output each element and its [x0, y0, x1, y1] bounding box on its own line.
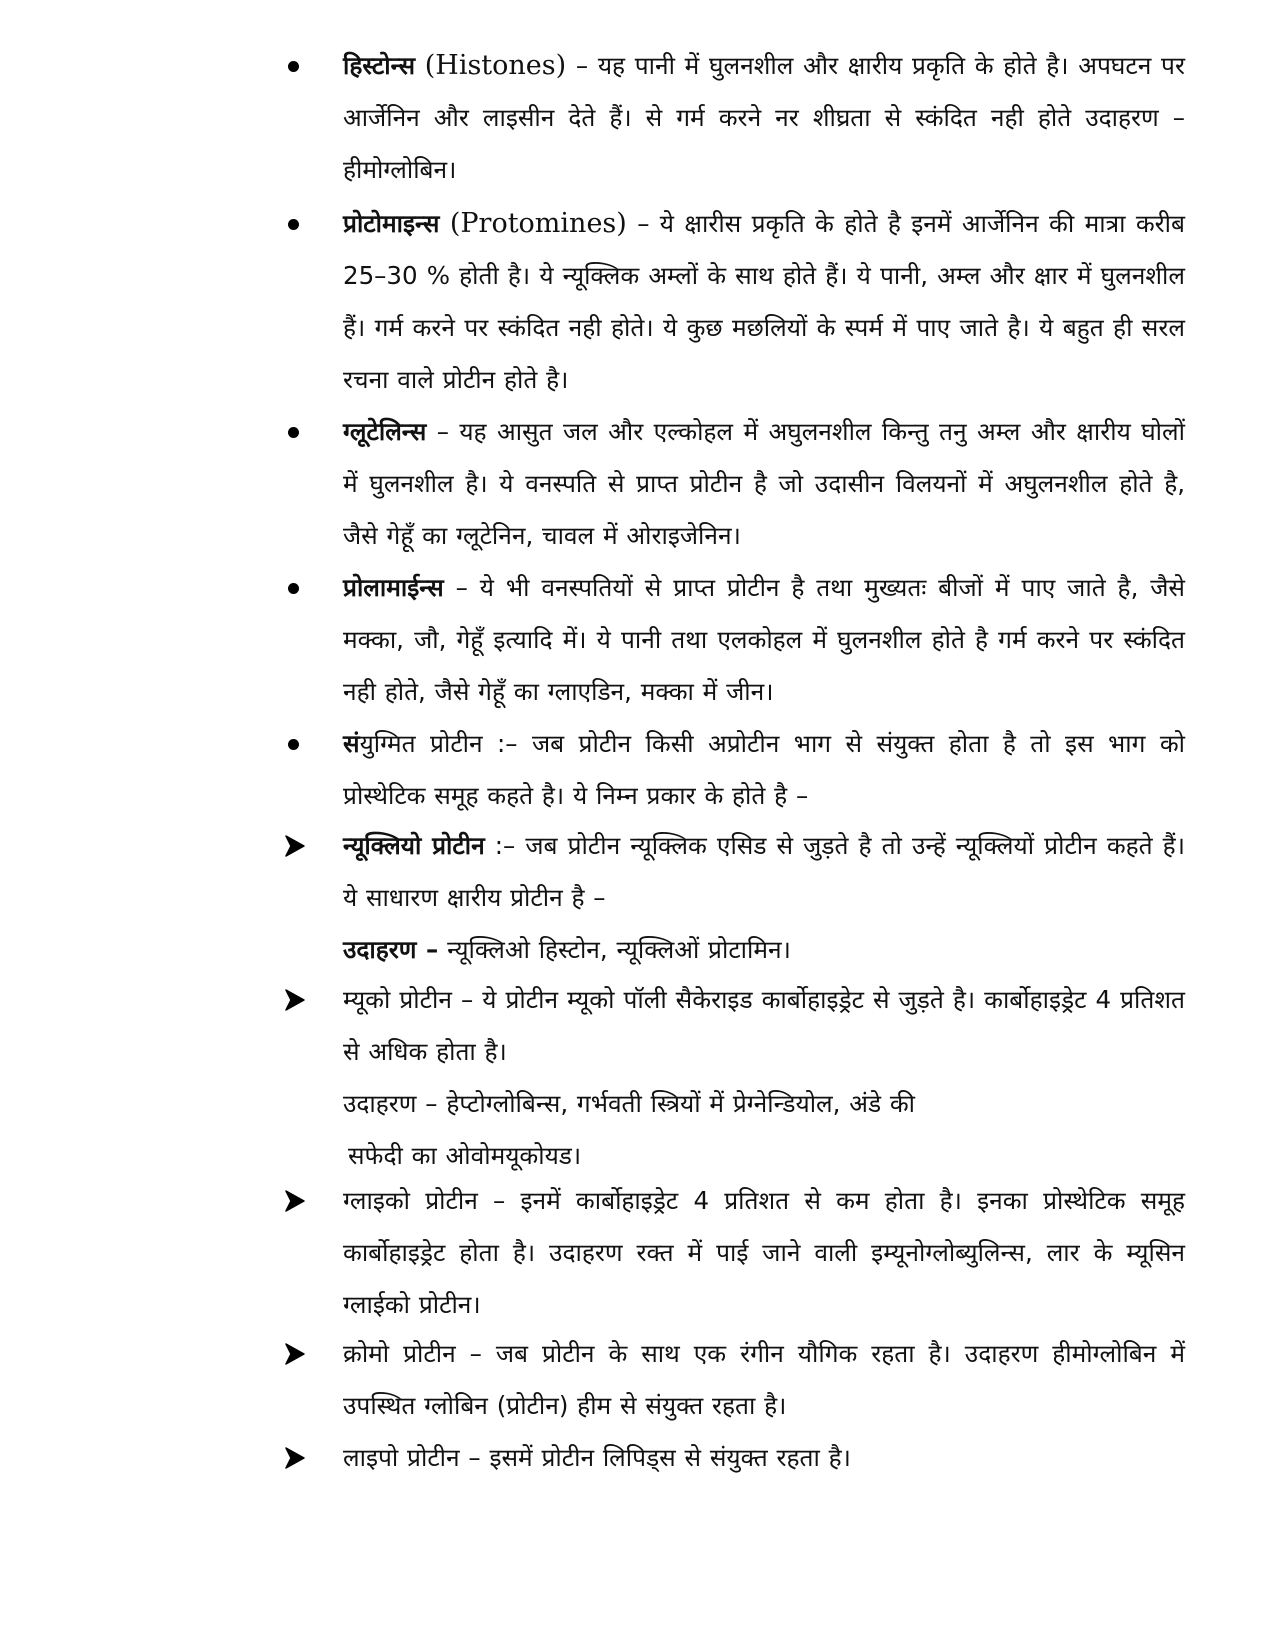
entry-description: – ये भी वनस्पतियों से प्राप्त प्रोटीन है तथा मुख्यतः बीजों में पाए जाते है, जैसे मक्का, जौ, गेहूँ इत्यादि में। ये पानी तथा एलकोहल में घुलनशील होते है गर्म करने पर स्कंदित नही होते, जैसे गेहूँ का ग्लाएडिन, मक्का में जीन। [343, 573, 1185, 706]
entry-example-line-1: उदाहरण – हेप्टोग्लोबिन्स, गर्भवती स्त्रियों में प्रेग्नेन्डियोल, अंडे की [343, 1089, 916, 1118]
entry-latin-term: (Protomines) [449, 208, 627, 239]
example-text: न्यूक्लिओ हिस्टोन, न्यूक्लिओं प्रोटामिन। [447, 935, 791, 964]
entry-text [343, 1432, 1185, 1484]
entry-term: प्रोलामाईन्स [343, 573, 444, 602]
entry-text [343, 198, 1185, 406]
entry-description: :– जब प्रोटीन न्यूक्लिक एसिड से जुड़ते है तो उन्हें न्यूक्लियों प्रोटीन कहते हैं। ये साधारण क्षारीय प्रोटीन है – [343, 831, 1185, 912]
example-label: उदाहरण – [343, 935, 439, 964]
entry-text [343, 40, 1185, 196]
entry-term: न्यूक्लियो प्रोटीन [343, 831, 485, 860]
entry-description: – ये क्षारीस प्रकृति के होते है इनमें आर्जेनिन की मात्रा करीब 25–30 % होती है। ये न्यूक्लिक अम्लों के साथ होते हैं। ये पानी, अम्ल और क्षार में घुलनशील हैं। गर्म करने पर स्कंदित नही होते। ये कुछ मछलियों के स्पर्म में पाए जाते है। ये बहुत ही सरल रचना वाले प्रोटीन होते है। [343, 209, 1185, 394]
entry-text [343, 718, 1185, 822]
entry-latin-term: (Histones) [424, 50, 567, 81]
entry-description: – यह आसुत जल और एल्कोहल में अघुलनशील किन्तु तनु अम्ल और क्षारीय घोलों में घुलनशील है। ये वनस्पति से प्राप्त प्रोटीन है जो उदासीन विलयनों में अघुलनशील होते है, जैसे गेहूँ का ग्लूटेनिन, चावल में ओराइजेनिन। [343, 417, 1185, 550]
entry-example-line-2: सफेदी का ओवोमयूकोयड। [348, 1141, 582, 1170]
entry-description: – यह पानी में घुलनशील और क्षारीय प्रकृति के होते है। अपघटन पर आर्जेनिन और लाइसीन देते हैं। से गर्म करने नर शीघ्रता से स्कंदित नही होते उदाहरण – हीमोग्लोबिन। [343, 51, 1185, 184]
entry-text [343, 820, 1185, 976]
entry-term: प्रोटोमाइन्स [343, 209, 440, 238]
entry-term: ग्लूटेलिन्स [343, 417, 427, 446]
entry-description: ग्लाइको प्रोटीन – इनमें कार्बोहाइड्रेट 4 प्रतिशत से कम होता है। इनका प्रोस्थेटिक समूह कार्बोहाइड्रेट होता है। उदाहरण रक्त में पाई जाने वाली इम्यूनोग्लोब्युलिन्स, लार के म्यूसिन ग्लाईको प्रोटीन। [343, 1186, 1185, 1319]
entry-text [343, 1328, 1185, 1432]
entry-description: युग्मित प्रोटीन :– जब प्रोटीन किसी अप्रोटीन भाग से संयुक्त होता है तो इस भाग को प्रोस्थेटिक समूह कहते है। ये निम्न प्रकार के होते है – [343, 729, 1185, 810]
entry-text [343, 1175, 1185, 1331]
entry-description: क्रोमो प्रोटीन – जब प्रोटीन के साथ एक रंगीन यौगिक रहता है। उदाहरण हीमोग्लोबिन में उपस्थित ग्लोबिन (प्रोटीन) हीम से संयुक्त रहता है। [343, 1339, 1185, 1420]
entry-text [343, 974, 1185, 1182]
entry-term: हिस्टोन्स [343, 51, 416, 80]
entry-text [343, 406, 1185, 562]
entry-description: लाइपो प्रोटीन – इसमें प्रोटीन लिपिड्स से संयुक्त रहता है। [343, 1443, 851, 1472]
entry-term: सं [343, 729, 360, 758]
entry-example [343, 924, 1185, 976]
entry-description: म्यूको प्रोटीन – ये प्रोटीन म्यूको पॉली सैकेराइड कार्बोहाइड्रेट से जुड़ते है। कार्बोहाइड्रेट 4 प्रतिशत से अधिक होता है। [343, 985, 1185, 1066]
entry-text [343, 562, 1185, 718]
